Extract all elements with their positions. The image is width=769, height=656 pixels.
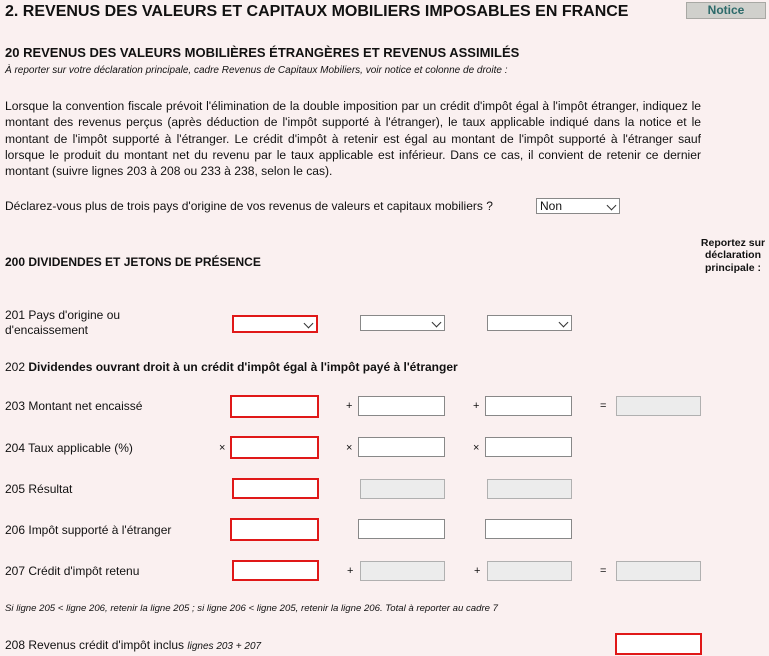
retention-note: Si ligne 205 < ligne 206, retenir la ligne 205 ; si ligne 206 < ligne 205, retenir la ligne 206. Total à reporter au cadre 7 [5, 603, 498, 614]
line-203-input-2[interactable] [358, 396, 445, 416]
line-208-total[interactable] [615, 633, 702, 655]
plus-operator: + [474, 565, 481, 577]
equals-operator: = [600, 400, 607, 412]
plus-operator: + [347, 565, 354, 577]
chevron-down-icon [607, 201, 617, 211]
line-202-text: Dividendes ouvrant droit à un crédit d'impôt égal à l'impôt payé à l'étranger [28, 360, 458, 374]
line-205-input-1[interactable] [232, 478, 319, 499]
line-202-number: 202 [5, 360, 26, 374]
chevron-down-icon [304, 319, 314, 329]
line-206-input-2[interactable] [358, 519, 445, 539]
instructions-paragraph: Lorsque la convention fiscale prévoit l'élimination de la double imposition par un crédit d'impôt égal à l'impôt étranger, indiquez le montant des revenus perçus (après déduction de l'impôt supporté à l'étranger), le taux applicable indiqué dans la notice et le montant de l'impôt supporté à l'étranger. Le crédit d'impôt à retenir est égal au montant de l'impôt supporté à l'étranger sauf lorsque le produit du montant net du revenu par le taux applicable est inférieur. Dans ce cas, il convient de retenir ce dernier montant (suivre lignes 203 à 208 ou 233 à 238, selon le cas). [5, 99, 701, 179]
times-operator: × [473, 442, 480, 454]
line-208-text: 208 Revenus crédit d'impôt inclus [5, 638, 185, 652]
line-205-input-2 [360, 479, 445, 499]
line-206-input-1[interactable] [230, 518, 319, 541]
equals-operator: = [600, 565, 607, 577]
line-202-label [5, 360, 458, 374]
countries-question: Déclarez-vous plus de trois pays d'origine de vos revenus de valeurs et capitaux mobiliers ? [5, 199, 493, 213]
line-205-input-3 [487, 479, 572, 499]
line-203-total [616, 396, 701, 416]
section-200-title: 200 DIVIDENDES ET JETONS DE PRÉSENCE [5, 255, 261, 269]
line-207-input-2 [360, 561, 445, 581]
section-20-title: 20 REVENUS DES VALEURS MOBILIÈRES ÉTRANGÈRES ET REVENUS ASSIMILÉS [5, 45, 520, 60]
section-20-subtitle: À reporter sur votre déclaration principale, cadre Revenus de Capitaux Mobiliers, voir notice et colonne de droite : [5, 65, 508, 76]
line-207-total [616, 561, 701, 581]
line-206-input-3[interactable] [485, 519, 572, 539]
plus-operator: + [473, 400, 480, 412]
reportez-label: Reportez sur déclaration principale : [700, 237, 766, 274]
section-title: 2. REVENUS DES VALEURS ET CAPITAUX MOBILIERS IMPOSABLES EN FRANCE [5, 3, 629, 20]
times-operator: × [346, 442, 353, 454]
plus-operator: + [346, 400, 353, 412]
chevron-down-icon [559, 318, 569, 328]
countries-select[interactable] [536, 198, 620, 214]
times-operator: × [219, 442, 226, 454]
line-205-label: 205 Résultat [5, 482, 73, 496]
country-select-2[interactable] [360, 315, 445, 331]
line-208-label [5, 638, 261, 652]
line-207-input-3 [487, 561, 572, 581]
line-208-hint: lignes 203 + 207 [187, 641, 262, 652]
country-select-1[interactable] [232, 315, 318, 333]
line-207-input-1[interactable] [232, 560, 319, 581]
line-203-input-1[interactable] [230, 395, 319, 418]
countries-select-value: Non [540, 199, 563, 213]
line-206-label: 206 Impôt supporté à l'étranger [5, 523, 172, 537]
line-203-label: 203 Montant net encaissé [5, 399, 143, 413]
line-201-label: 201 Pays d'origine ou d'encaissement [5, 308, 121, 337]
line-203-input-3[interactable] [485, 396, 572, 416]
line-204-input-1[interactable] [230, 436, 319, 459]
notice-button[interactable]: Notice [686, 2, 766, 19]
line-207-label: 207 Crédit d'impôt retenu [5, 564, 140, 578]
country-select-3[interactable] [487, 315, 572, 331]
line-204-label: 204 Taux applicable (%) [5, 441, 133, 455]
line-204-input-2[interactable] [358, 437, 445, 457]
chevron-down-icon [432, 318, 442, 328]
line-204-input-3[interactable] [485, 437, 572, 457]
